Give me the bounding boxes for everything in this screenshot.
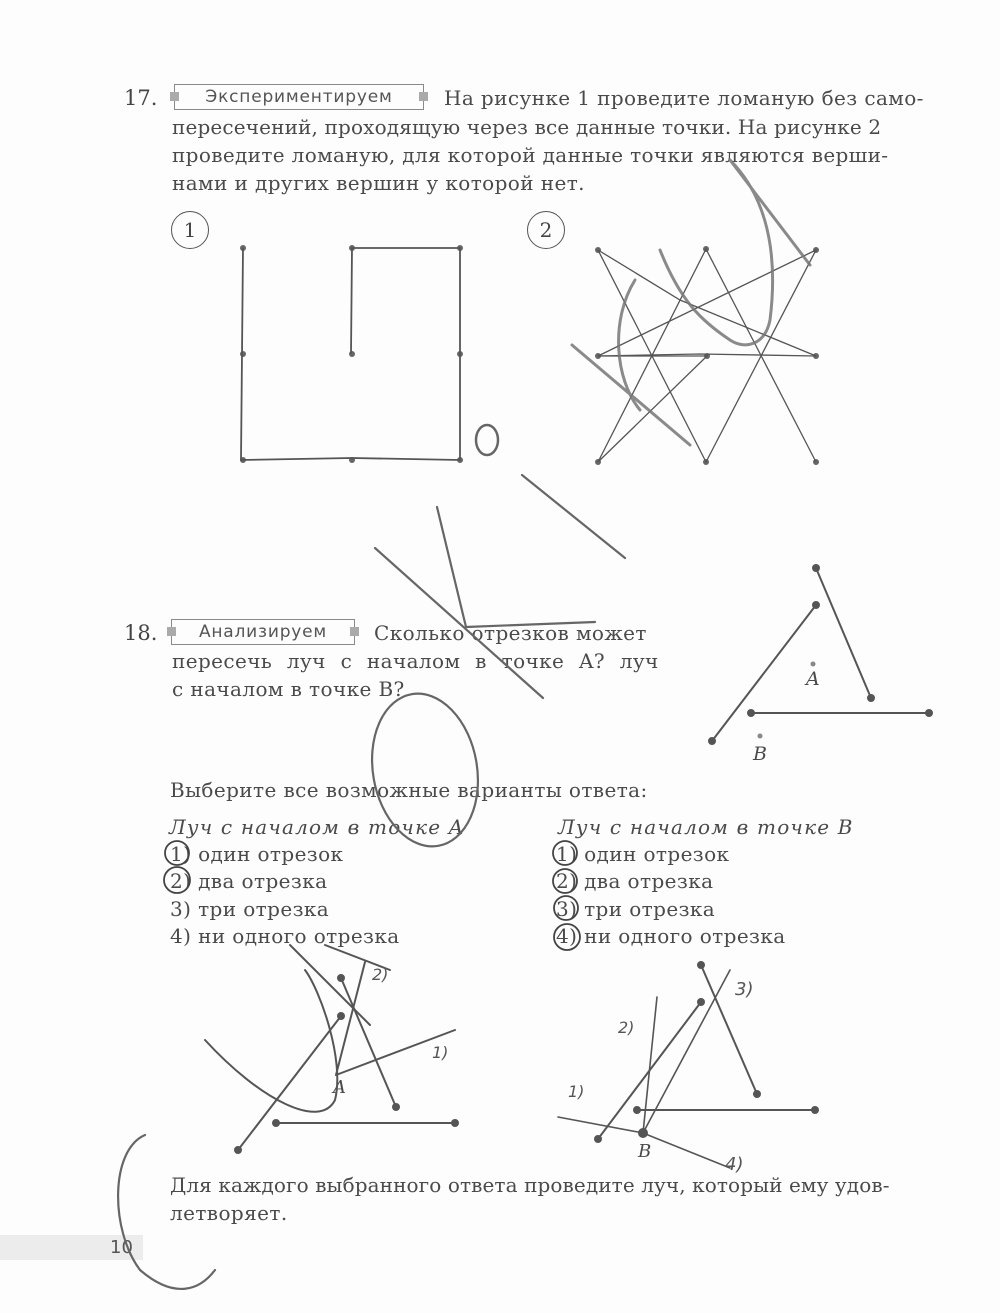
- task-17-line-4: нами и других вершин у которой нет.: [172, 171, 585, 195]
- option-b-2[interactable]: 2) два отрезка: [556, 869, 714, 893]
- closing-line-2: летворяет.: [170, 1201, 288, 1225]
- figure-2-polylines: [598, 249, 816, 462]
- annotation-b-1: 1): [568, 1082, 585, 1101]
- task-17-line-1: На рисунке 1 проведите ломаную без само-: [444, 86, 924, 110]
- task-18-number: 18.: [124, 621, 158, 645]
- answer-circles: [164, 841, 580, 950]
- option-b-1[interactable]: 1) один отрезок: [556, 842, 730, 866]
- option-a-4[interactable]: 4) ни одного отрезка: [170, 924, 400, 948]
- task-17-number: 17.: [124, 86, 158, 110]
- task-17-line-2: пересечений, проходящую через все данные точки. На рисунке 2: [172, 115, 882, 139]
- point-a-label: A: [806, 668, 821, 690]
- task-18-figure: [709, 565, 932, 744]
- annotation-a-1: 1): [432, 1043, 449, 1062]
- closing-line-1: Для каждого выбранного ответа проведите луч, который ему удов-: [170, 1173, 890, 1197]
- point-a-label-2: A: [333, 1077, 347, 1098]
- task-18-line-2: пересечь луч с началом в точке A? луч: [172, 649, 659, 673]
- figure-2-label: 2: [527, 211, 565, 249]
- pencil-rays-a: [205, 945, 455, 1112]
- answer-prompt: Выберите все возможные варианты ответа:: [170, 778, 648, 802]
- option-b-4[interactable]: 4) ни одного отрезка: [556, 924, 786, 948]
- handwritten-zero: [476, 425, 498, 455]
- task-17-line-3: проведите ломаную, для которой данные точки являются верши-: [172, 143, 889, 167]
- task-17-tag-label: Экспериментируем: [205, 87, 393, 107]
- option-b-3[interactable]: 3) три отрезка: [556, 897, 716, 921]
- column-b-heading: Луч с началом в точке B: [558, 815, 854, 839]
- point-b-label: B: [753, 743, 768, 765]
- option-a-2[interactable]: 2) два отрезка: [170, 869, 328, 893]
- task-18-line-3: с началом в точке B?: [172, 677, 405, 701]
- annotation-b-4: 4): [725, 1154, 744, 1175]
- option-a-3[interactable]: 3) три отрезка: [170, 897, 330, 921]
- task-18-line-1: Сколько отрезков может: [374, 621, 647, 645]
- pencil-scribbles: [118, 475, 625, 1289]
- option-a-1[interactable]: 1) один отрезок: [170, 842, 344, 866]
- column-a-heading: Луч с началом в точке A: [169, 815, 465, 839]
- annotation-b-3: 3): [735, 979, 754, 1000]
- annotation-a-2: 2): [372, 965, 389, 984]
- point-b-label-2: B: [638, 1141, 652, 1162]
- annotation-b-2: 2): [618, 1018, 635, 1037]
- figure-rays-b: [595, 962, 818, 1142]
- page-number: 10: [110, 1237, 133, 1258]
- pencil-strokes-fig2: [572, 160, 810, 445]
- figure-1-label: 1: [171, 211, 209, 249]
- task-18-tag-label: Анализируем: [198, 622, 328, 642]
